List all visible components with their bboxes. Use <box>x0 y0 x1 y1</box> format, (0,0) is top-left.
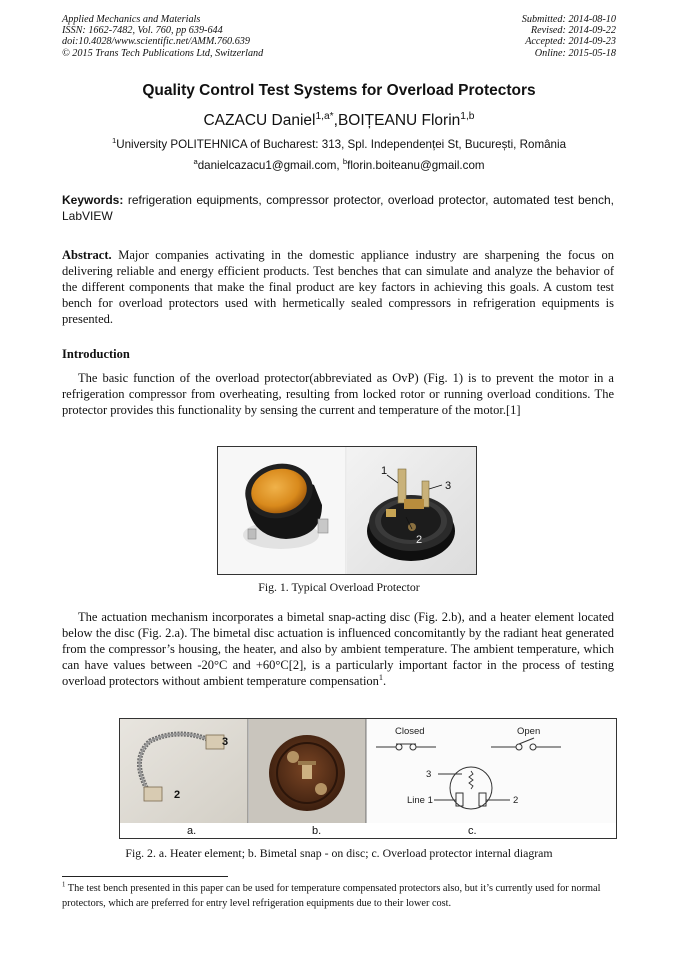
paragraph-text: The actuation mechanism incorporates a bimetal snap-acting disc (Fig. 2.b), and a heater element located below the disc (Fig. 2.a). The bimetal disc actuation is influenced concomitantly by the radiant heat generated from the compressor’s housing, the heater, and also by ambient temperature. The ambient temperature, which can have values between -20°C and +60°C[2], is a particularly important factor in the process of testing overload protectors without ambient temperature compensation <box>62 610 614 689</box>
introduction-paragraph-2 <box>62 609 614 689</box>
author-name: BOIȚEANU Florin <box>337 112 461 129</box>
figure-2 <box>119 718 617 839</box>
author-list: CAZACU Daniel$^{1,a*}$,BOIȚEANU Florin$^{1,b}$ <box>203 110 475 129</box>
date-online: Online: 2015-05-18 <box>534 47 616 59</box>
email-superscript: a <box>193 157 198 167</box>
paper-title: Quality Control Test Systems for Overload Protectors <box>142 82 536 99</box>
footnote <box>62 881 614 911</box>
journal-doi: doi:10.4028/www.scientific.net/AMM.760.639 <box>62 36 250 48</box>
diagram-terminal-3: 3 <box>426 769 432 780</box>
overload-protector-photos <box>218 447 476 574</box>
email-link[interactable]: florin.boiteanu@gmail.com <box>347 159 485 172</box>
author-superscript: 1,b <box>460 110 475 122</box>
abstract-label: Abstract. <box>62 248 112 262</box>
footnote-divider <box>62 876 228 877</box>
introduction-paragraph-1: The basic function of the overload protector(abbreviated as OvP) (Fig. 1) is to prevent the motor in a refrigeration compressor from overheating, resulting from locked rotor or running overload conditions. The protector provides this functionality by sensing the current and temperature of the motor.[1] <box>62 371 614 418</box>
figure-2-photo-label: 2 <box>174 789 181 801</box>
affiliation-superscript: 1 <box>111 136 117 146</box>
keywords <box>62 193 614 224</box>
panel-label-b: b. <box>312 825 322 837</box>
figure-1-label: 2 <box>416 534 423 546</box>
journal-issn: ISSN: 1662-7482, Vol. 760, pp 639-644 <box>62 25 223 37</box>
keywords-label: Keywords: <box>62 193 124 207</box>
author-name: CAZACU Daniel <box>203 112 316 129</box>
affiliation <box>0 138 678 151</box>
journal-copyright: © 2015 Trans Tech Publications Ltd, Switzerland <box>62 47 264 59</box>
panel-label-a: a. <box>187 825 197 837</box>
author-superscript: 1,a* <box>315 110 334 122</box>
diagram-open-label: Open <box>517 726 541 737</box>
date-accepted: Accepted: 2014-09-23 <box>525 36 616 48</box>
section-heading-introduction: Introduction <box>62 347 130 361</box>
journal-name: Applied Mechanics and Materials <box>62 14 201 25</box>
submission-dates <box>522 14 616 59</box>
figure-1-label: 3 <box>445 480 452 492</box>
figure-2-photo-label: 3 <box>222 736 229 748</box>
date-revised: Revised: 2014-09-22 <box>530 25 616 37</box>
date-submitted: Submitted: 2014-08-10 <box>521 14 616 25</box>
paragraph-end: . <box>383 674 387 689</box>
figure-1 <box>217 446 477 575</box>
keywords-text: refrigeration equipments, compressor protector, overload protector, automated test bench, LabVIEW <box>62 193 614 223</box>
figure-1-caption: Fig. 1. Typical Overload Protector <box>258 580 420 594</box>
email-link[interactable]: danielcazacu1@gmail.com <box>197 159 337 172</box>
figure-2-caption: Fig. 2. a. Heater element; b. Bimetal snap - on disc; c. Overload protector internal diagram <box>125 846 553 860</box>
diagram-terminal-2: 2 <box>513 795 519 806</box>
journal-header <box>62 14 263 59</box>
author-emails: $^a$danielcazacu1@gmail.com, $^b$florin.boiteanu@gmail.com <box>193 157 485 172</box>
diagram-closed-label: Closed <box>395 726 425 737</box>
panel-label-c: c. <box>468 825 477 837</box>
diagram-line-label: Line 1 <box>407 795 433 806</box>
email-superscript: b <box>342 157 348 167</box>
figure-2-panels <box>120 719 616 838</box>
footnote-superscript: 1 <box>62 881 66 889</box>
footnote-text: The test bench presented in this paper can be used for temperature compensated protectors also, but it’s currently used for normal protectors, which are preferred for entry level refrigeration equipments due to their lower cost. <box>62 883 601 909</box>
affiliation-text: University POLITEHNICA of Bucharest: 313, Spl. Independenței St, București, România <box>116 138 567 151</box>
abstract-text: Major companies activating in the domestic appliance industry are sharpening the focus on delivering reliable and energy efficient products. Test benches that can simulate and analyze the behavior of the different components that make the final product are key factors in achieving this goals. A custom test bench for overload protectors used with hermetically sealed compressors in refrigeration equipments is presented. <box>62 248 615 327</box>
abstract <box>62 247 614 327</box>
figure-1-label: 1 <box>381 465 388 477</box>
footnote-marker[interactable]: 1 <box>378 673 384 683</box>
